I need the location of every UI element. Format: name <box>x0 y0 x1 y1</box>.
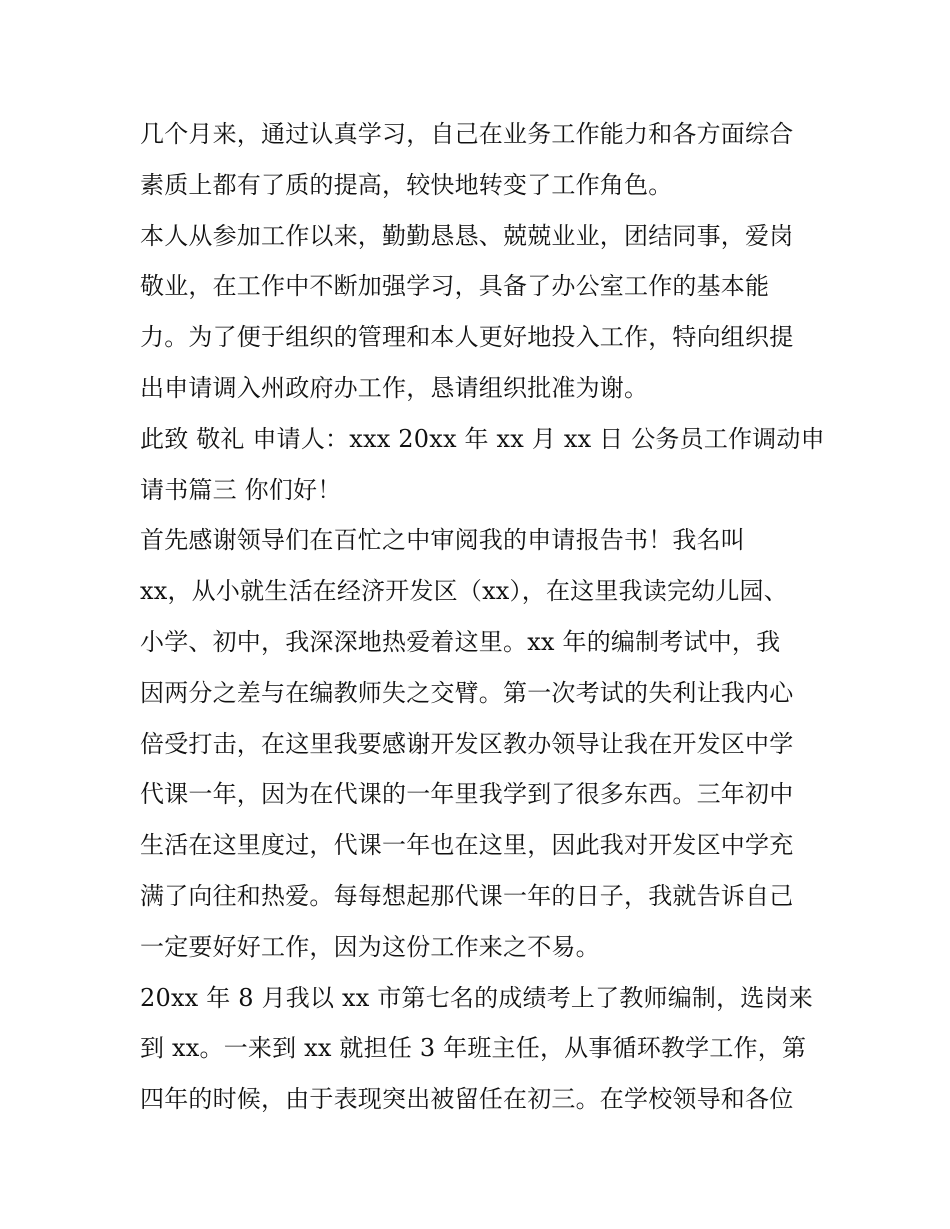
text-line: 几个月来，通过认真学习，自己在业务工作能力和各方面综合 <box>140 120 794 148</box>
text-line: 敬业，在工作中不断加强学习，具备了办公室工作的基本能 <box>140 272 770 301</box>
text-line: 四年的时候，由于表现突出被留任在初三。在学校领导和各位 <box>140 1085 794 1114</box>
text-line: 20xx 年 8 月我以 xx 市第七名的成绩考上了教师编制，选岗来 <box>140 983 813 1012</box>
text-line: 倍受打击，在这里我要感谢开发区教办领导让我在开发区中学 <box>140 729 794 758</box>
text-line: 素质上都有了质的提高，较快地转变了工作角色。 <box>140 170 673 199</box>
text-line: 力。为了便于组织的管理和本人更好地投入工作，特向组织提 <box>140 323 794 352</box>
text-line: xx，从小就生活在经济开发区（xx），在这里我读完幼儿园、 <box>140 577 788 606</box>
text-line: 生活在这里度过，代课一年也在这里，因此我对开发区中学充 <box>140 831 794 860</box>
text-line: 首先感谢领导们在百忙之中审阅我的申请报告书！我名叫 <box>140 526 745 555</box>
text-line: 代课一年，因为在代课的一年里我学到了很多东西。三年初中 <box>140 780 794 809</box>
text-line: 满了向往和热爱。每每想起那代课一年的日子，我就告诉自己 <box>140 881 794 910</box>
text-line: 一定要好好工作，因为这份工作来之不易。 <box>140 932 600 961</box>
text-line: 本人从参加工作以来，勤勤恳恳、兢兢业业，团结同事，爱岗 <box>140 221 794 250</box>
text-line: 出申请调入州政府办工作，恳请组织批准为谢。 <box>140 373 649 402</box>
text-line: 到 xx。一来到 xx 就担任 3 年班主任，从事循环教学工作，第 <box>140 1034 807 1063</box>
text-line: 因两分之差与在编教师失之交臂。第一次考试的失利让我内心 <box>140 678 794 707</box>
text-line: 请书篇三 你们好！ <box>140 475 342 504</box>
text-line: 此致 敬礼 申请人：xxx 20xx 年 xx 月 xx 日 公务员工作调动申 <box>140 424 825 453</box>
document-body-text <box>140 109 830 1125</box>
text-line: 小学、初中，我深深地热爱着这里。xx 年的编制考试中，我 <box>140 627 781 656</box>
